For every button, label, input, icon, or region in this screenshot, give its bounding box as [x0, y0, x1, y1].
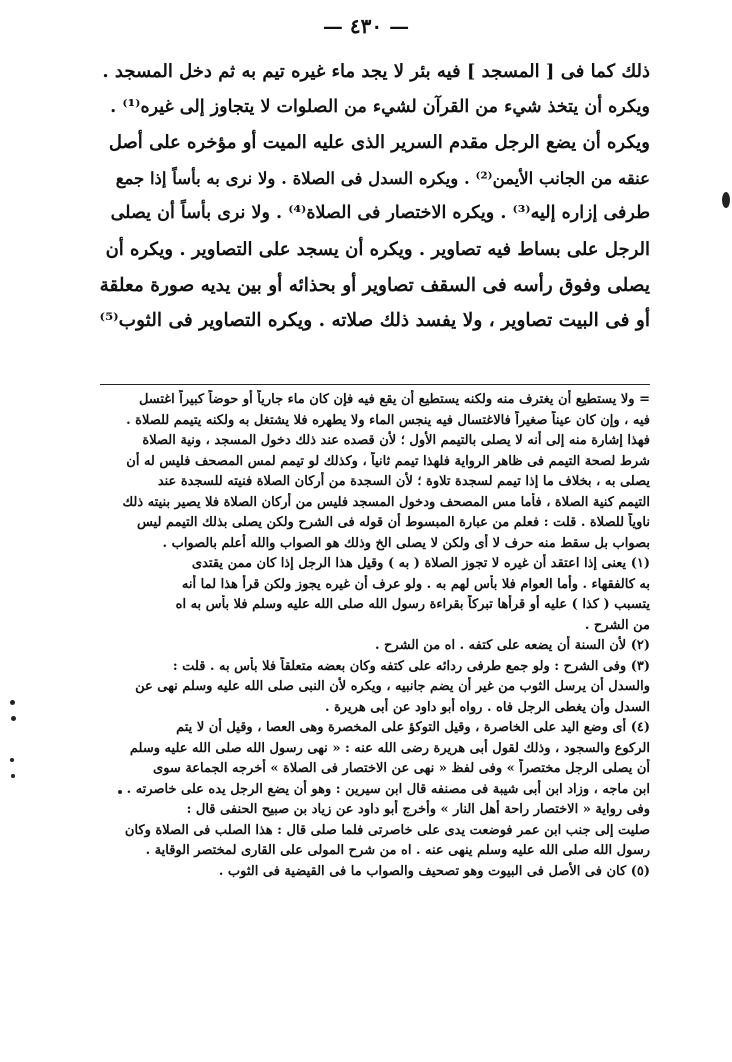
- footnote-line: وفى رواية « الاختصار راحة أهل النار » وأخرج أبو داود عن زياد بن صبيح الحنفى قال :: [186, 802, 650, 817]
- footnote-line: فهذا إشارة منه إلى أنه لا يصلى بالتيمم الأول ؛ لأن قصده عند ذلك دخول المسجد ، ونية الصلاة: [142, 433, 650, 448]
- page-number: — ٤٣٠ —: [322, 14, 410, 38]
- body-line: يصلى وفوق رأسه فى السقف تصاوير أو بحذائه أو بين يديه صورة معلقة: [100, 274, 650, 296]
- scan-mark: [10, 758, 14, 762]
- footnote-separator: [100, 384, 650, 385]
- footnote-line: التيمم كنية الصلاة ، فأما مس المصحف ودخول المسجد فليس من أركان الصلاة فلا يصير بنيته ذلك: [122, 494, 650, 510]
- footnote-line: شرط لصحة التيمم فى ظاهر الرواية فلهذا تيمم ثانياً ، وكذلك لو تيمم لمس المصحف فليس له أن: [126, 453, 650, 469]
- scan-mark: [118, 790, 122, 794]
- body-line: عنقه من الجانب الأيمن⁽²⁾ . ويكره السدل فى الصلاة . ولا نرى به بأساً إذا جمع: [115, 168, 650, 188]
- body-line: ذلك كما فى [ المسجد ] فيه بئر لا يجد ماء غيره تيم به ثم دخل المسجد .: [102, 61, 650, 82]
- footnote-line: ابن ماجه ، وزاد ابن أبى شيبة فى مصنفه قال ابن سيرين : وهو أن يضع الرجل يده على خاصرته .: [126, 781, 650, 797]
- body-line: ويكره أن يضع الرجل مقدم السرير الذى عليه الميت أو مؤخره على أصل: [108, 132, 650, 154]
- body-line: أو فى البيت تصاوير ، ولا يفسد ذلك صلاته . ويكره التصاوير فى الثوب⁽⁵⁾: [100, 310, 650, 332]
- scan-mark: [10, 700, 15, 705]
- footnote-line: (١) يعنى إذا اعتقد أن غيره لا تجوز الصلاة ( به ) وقيل هذا الرجل إذا كان ممن يقتدى: [191, 556, 650, 571]
- footnote-line: (٣) وفى الشرح : ولو جمع طرفى ردائه على كتفه وكان بعضه متعلقاً فلا بأس به . قلت :: [172, 658, 650, 674]
- footnote-line: = ولا يستطيع أن يغترف منه ولكنه يستطيع أن يقع فيه فإن كان ماء جارياً أو حوضاً كبيراً اغتسل: [138, 392, 650, 407]
- footnote-line: من الشرح .: [584, 617, 650, 633]
- footnote-line: رسول الله صلى الله عليه وسلم ينهى عنه . اه من شرح المولى على القارى لمختصر الوقاية .: [145, 843, 650, 858]
- footnote-line: الركوع والسجود ، وذلك لقول أبى هريرة رضى الله عنه : « نهى رسول الله صلى الله عليه وسلم: [129, 740, 650, 756]
- footnote-line: ناوياً للصلاة . قلت : فعلم من عبارة المبسوط أن قوله فى الشرح ولكن يصلى بذلك التيمم ليس: [136, 515, 650, 530]
- body-line: طرفى إزاره إليه⁽³⁾ . ويكره الاختصار فى الصلاة⁽⁴⁾ . ولا نرى بأساً أن يصلى: [110, 203, 650, 224]
- scan-mark: [11, 716, 16, 721]
- footnote-line: (٥) كان فى الأصل فى البيوت وهو تصحيف والصواب ما فى القيضية فى الثوب .: [218, 863, 650, 879]
- footnote-line: فيه ، وإن كان عيناً صغيراً فالاغتسال فيه ينجس الماء ولا يطهره فلا يشتغل به ولكنه يتيمم للصلاة .: [126, 412, 650, 428]
- footnote-line: صليت إلى جنب ابن عمر فوضعت يدى على خاصرتى فلما صلى قال : هذا الصلب فى الصلاة وكان: [124, 822, 650, 838]
- scan-mark: [722, 192, 730, 208]
- body-line: ويكره أن يتخذ شيء من القرآن لشيء من الصلوات لا يتجاوز إلى غيره⁽¹⁾ .: [110, 96, 650, 117]
- footnote-line: يصلى به ، بخلاف ما إذا تيمم لسجدة تلاوة ؛ لأن السجدة من أركان الصلاة فنيته للسجدة عند: [157, 474, 650, 489]
- footnote-line: (٢) لأن السنة أن يضعه على كتفه . اه من الشرح .: [374, 638, 650, 653]
- main-text: [100, 54, 650, 339]
- body-line: الرجل على بساط فيه تصاوير . ويكره أن يسجد على التصاوير . ويكره أن: [105, 238, 650, 260]
- footnote-line: بصواب بل سقط منه حرف لا أى ولكن لا يصلى الخ وذلك هو الصواب والله أعلم بالصواب .: [162, 535, 650, 551]
- footnotes: [100, 390, 650, 882]
- footnote-line: به كالفقهاء . وأما العوام فلا بأس لهم به . ولو عرف أن غيره يجوز ولكن قرأ هذا لما أنه: [181, 576, 650, 592]
- footnote-line: أن يصلى الرجل مختصراً » وفى لفظ « نهى عن الاختصار فى الصلاة » أخرجه الجماعة سوى: [153, 761, 650, 776]
- footnote-line: (٤) أى وضع اليد على الخاصرة ، وقيل التوكؤ على المخصرة وهى العصا ، وقيل أن لا يتم: [176, 720, 650, 735]
- footnote-line: والسدل أن يرسل الثوب من غير أن يضم جانبيه ، ويكره لأن النبى صلى الله عليه وسلم نهى عن: [135, 679, 650, 694]
- footnote-line: السدل وأن يغطى الرجل فاه . رواه أبو داود عن أبى هريرة .: [325, 699, 650, 715]
- scan-mark: [11, 774, 15, 778]
- footnote-line: يتسبب ( كذا ) عليه أو قرأها تبركاً بقراءة رسول الله صلى الله عليه وسلم فلا بأس به اه: [175, 597, 650, 612]
